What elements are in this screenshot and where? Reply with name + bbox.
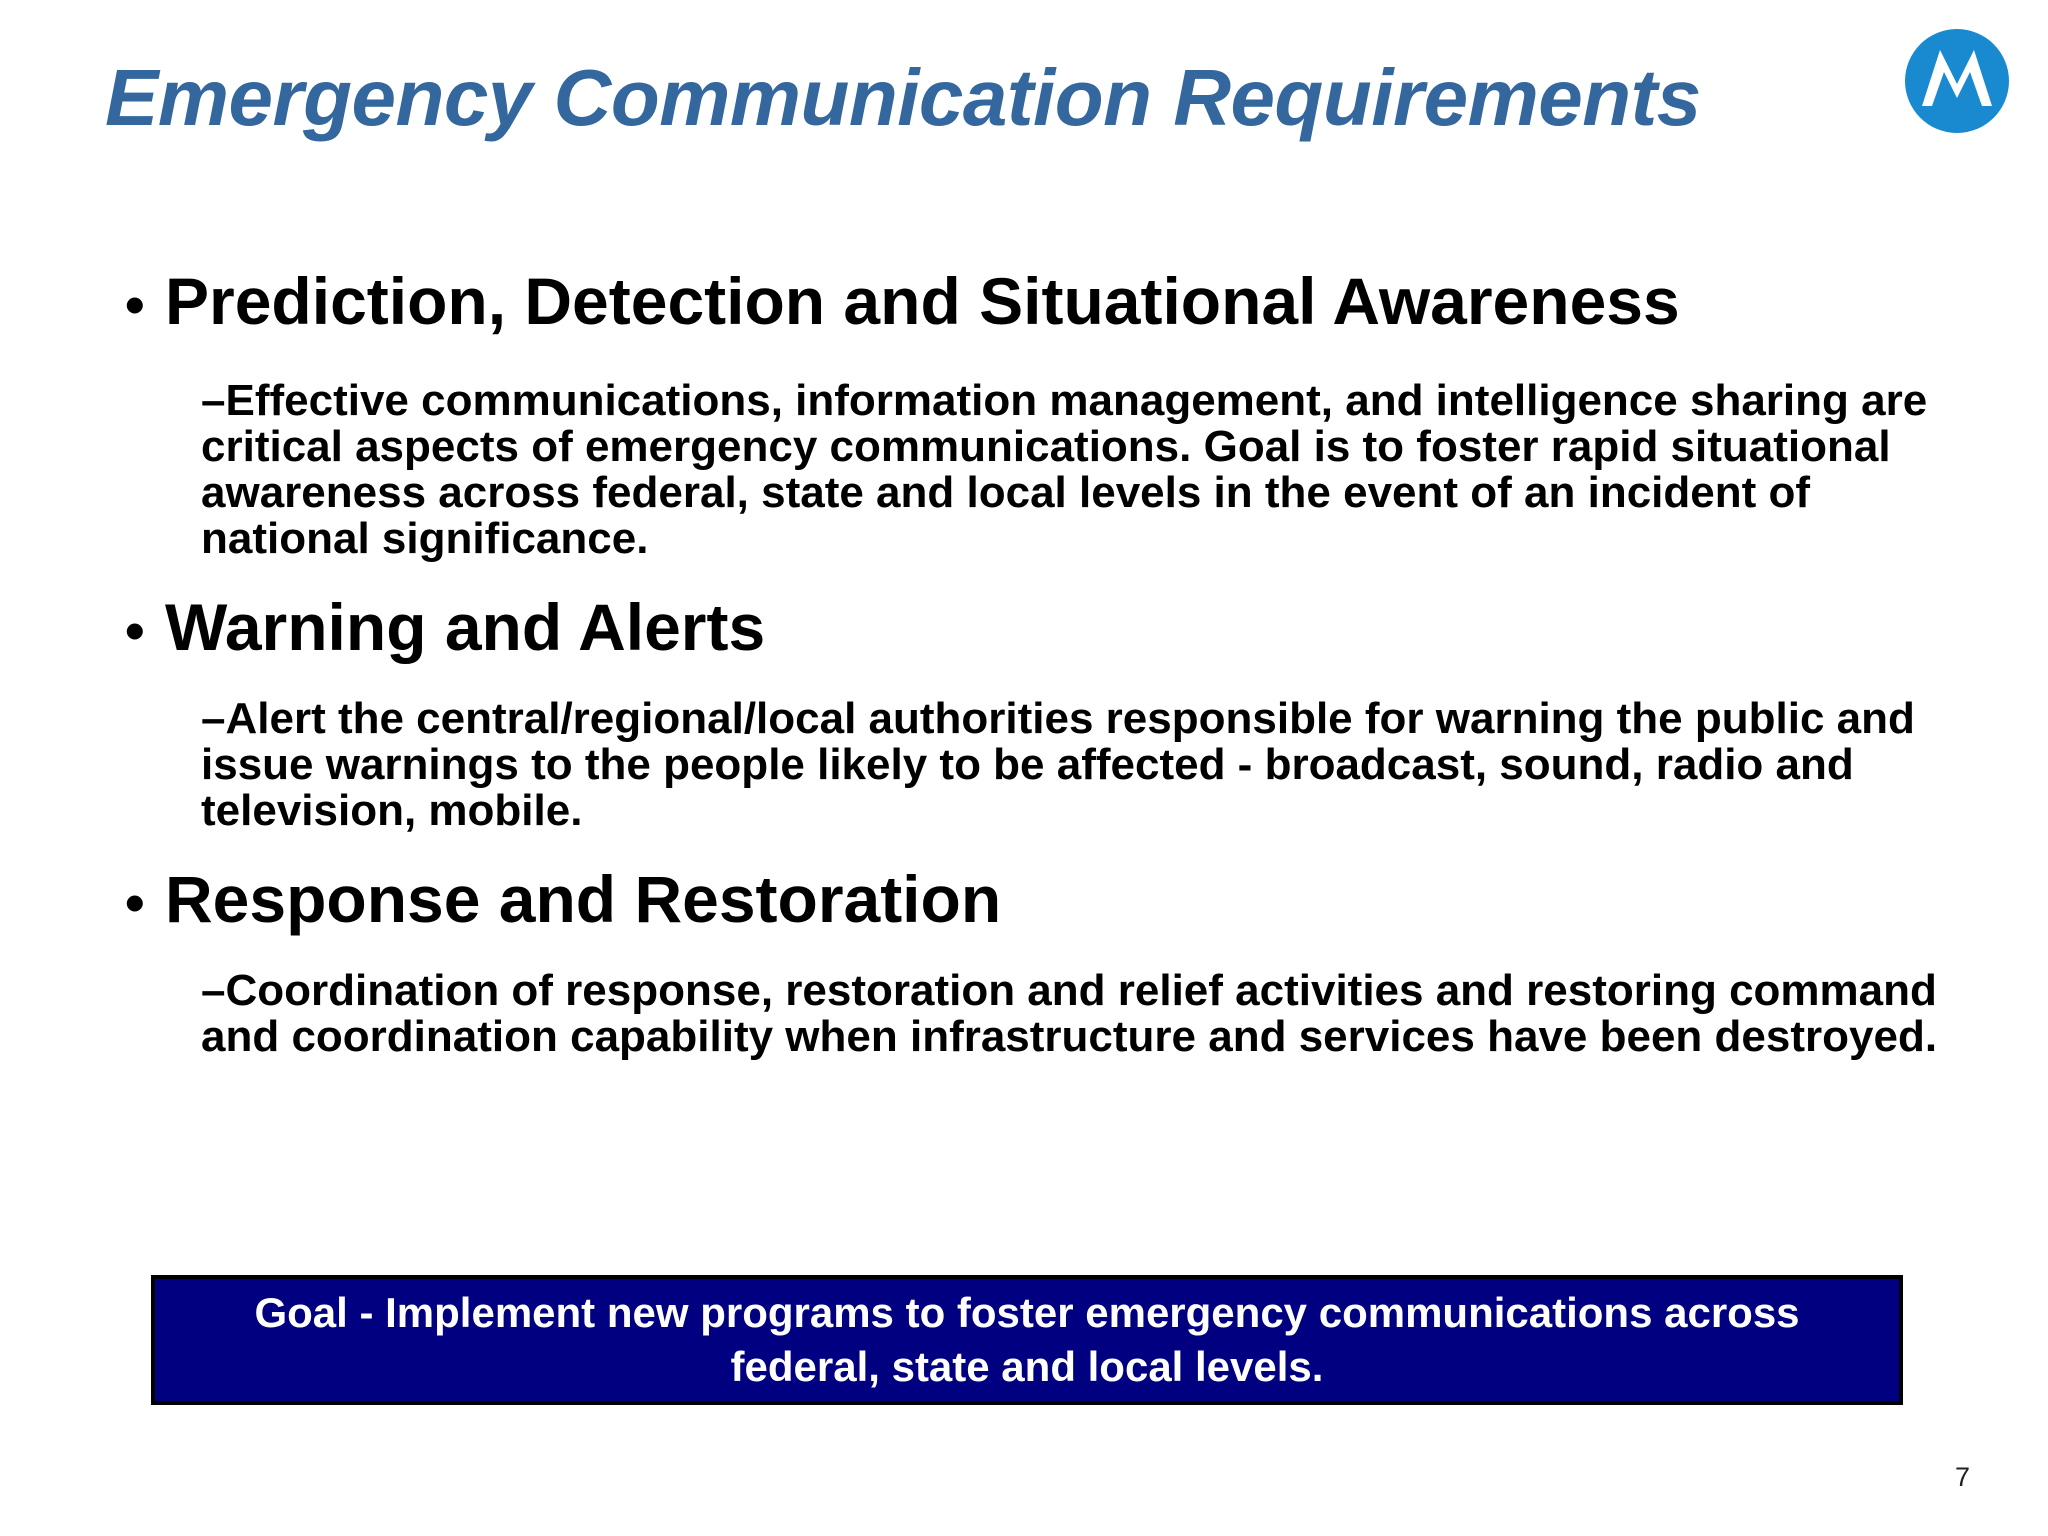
section-heading-text: Response and Restoration bbox=[165, 862, 1002, 936]
section-response bbox=[125, 860, 1955, 1060]
section-heading bbox=[125, 262, 1955, 344]
page-number: 7 bbox=[1954, 1462, 1970, 1492]
section-warning bbox=[125, 588, 1955, 834]
motorola-logo-icon bbox=[1902, 26, 2012, 136]
section-heading-text: Prediction, Detection and Situational Awareness bbox=[165, 264, 1680, 338]
bullet-icon: • bbox=[125, 599, 145, 662]
section-heading-text: Warning and Alerts bbox=[165, 590, 766, 664]
bullet-icon: • bbox=[125, 273, 145, 336]
section-detail-text: –Effective communications, information management, and intelligence sharing are critical aspects of emergency communications. Goal is to foster rapid situational awareness across federal, state and local levels in the event of an incident of national significance. bbox=[201, 376, 1928, 563]
page-title: Emergency Communication Requirements bbox=[105, 53, 1701, 142]
section-detail-text: –Coordination of response, restoration and relief activities and restoring command and coordination capability when infrastructure and services have been destroyed. bbox=[201, 966, 1938, 1061]
section-detail bbox=[201, 696, 1951, 834]
section-heading bbox=[125, 588, 1955, 670]
section-prediction bbox=[125, 262, 1955, 562]
section-heading bbox=[125, 860, 1955, 942]
section-detail bbox=[201, 968, 1951, 1060]
section-detail bbox=[201, 378, 1951, 562]
bullet-list bbox=[125, 262, 1955, 1060]
bullet-icon: • bbox=[125, 871, 145, 934]
goal-text: Goal - Implement new programs to foster emergency communications across federal, state and local levels. bbox=[254, 1289, 1800, 1390]
section-detail-text: –Alert the central/regional/local authorities responsible for warning the public and issue warnings to the people likely to be affected - broadcast, sound, radio and television, mobile. bbox=[201, 694, 1915, 835]
goal-box bbox=[151, 1275, 1903, 1405]
